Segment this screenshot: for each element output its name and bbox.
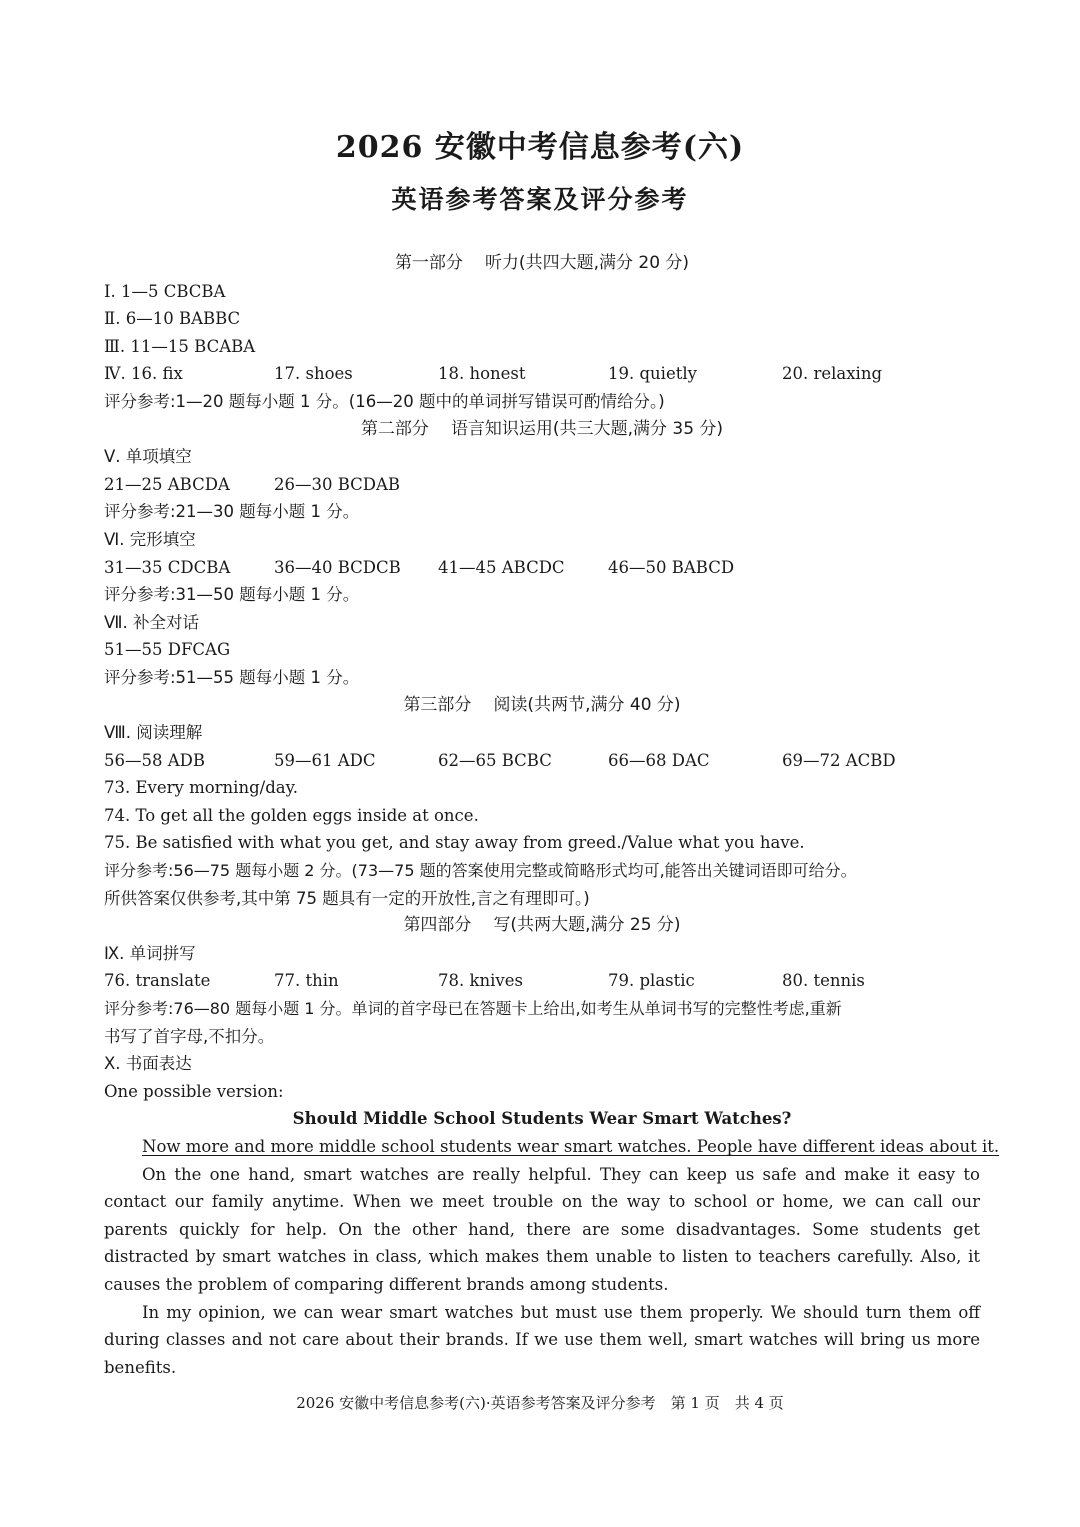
answer-19: 19. quietly	[608, 364, 697, 384]
answer-73: 73. Every morning/day.	[104, 778, 298, 798]
part3-heading	[104, 692, 980, 720]
answer-75: 75. Be satisfied with what you get, and stay away from greed./Value what you have.	[104, 833, 805, 853]
section-10-title: Ⅹ. 书面表达	[104, 1054, 192, 1074]
answer-78: 78. knives	[438, 971, 523, 991]
answer-row-3: Ⅲ. 11—15 BCABA	[104, 336, 256, 356]
section-9-title: Ⅸ. 单词拼写	[104, 943, 196, 963]
answer-20: 20. relaxing	[782, 364, 883, 384]
section-5-scoring: 评分参考:21—30 题每小题 1 分。	[104, 502, 360, 522]
sample-version-label: One possible version:	[104, 1081, 284, 1101]
answer-row-4	[104, 360, 980, 388]
part3-heading-detail: 阅读(共两节,满分 40 分)	[493, 694, 681, 715]
part3-scoring-line-1: 评分参考:56—75 题每小题 2 分。(73—75 题的答案使用完整或简略形式均可,能答出关键词语即可给分。	[104, 861, 857, 881]
answer-17: 17. shoes	[274, 364, 353, 384]
section-5-title: Ⅴ. 单项填空	[104, 447, 192, 467]
section-9-scoring-line-2: 书写了首字母,不扣分。	[104, 1026, 275, 1046]
answer-59-61: 59—61 ADC	[274, 750, 376, 770]
answer-46-50: 46—50 BABCD	[608, 557, 735, 577]
page-subtitle: 英语参考答案及评分参考	[391, 185, 689, 214]
answer-row-1: Ⅰ. 1—5 CBCBA	[104, 281, 226, 301]
section-7-title: Ⅶ. 补全对话	[104, 612, 199, 632]
part2-heading	[104, 416, 980, 444]
answer-31-35: 31—35 CDCBA	[104, 557, 231, 577]
answer-62-65: 62—65 BCBC	[438, 750, 552, 770]
part2-heading-label: 第二部分	[360, 418, 429, 439]
answer-16: Ⅳ. 16. fix	[104, 364, 183, 384]
part1-heading	[104, 250, 980, 278]
answer-56-58: 56—58 ADB	[104, 750, 206, 770]
answer-80: 80. tennis	[782, 971, 865, 991]
answer-18: 18. honest	[438, 364, 526, 384]
part4-heading-detail: 写(共两大题,满分 25 分)	[493, 915, 681, 936]
section-7-scoring: 评分参考:51—55 题每小题 1 分。	[104, 667, 360, 687]
answer-79: 79. plastic	[608, 971, 695, 991]
part1-scoring: 评分参考:1—20 题每小题 1 分。(16—20 题中的单词拼写错误可酌情给分。)	[104, 391, 665, 411]
part2-heading-detail: 语言知识运用(共三大题,满分 35 分)	[450, 418, 724, 439]
part1-heading-label: 第一部分	[394, 253, 463, 273]
answer-77: 77. thin	[274, 971, 339, 991]
answer-body	[104, 250, 1000, 1381]
answer-36-40: 36—40 BCDCB	[274, 557, 401, 577]
answer-76: 76. translate	[104, 971, 211, 991]
answer-69-72: 69—72 ACBD	[782, 750, 896, 770]
section-5-answers	[104, 471, 980, 499]
section-8-title: Ⅷ. 阅读理解	[104, 723, 203, 743]
essay-intro-line	[104, 1133, 1000, 1161]
answer-74: 74. To get all the golden eggs inside at once.	[104, 805, 479, 825]
section-8-answers	[104, 747, 980, 775]
essay-intro: Now more and more middle school students wear smart watches. People have different ideas about it.	[142, 1137, 1000, 1156]
part1-heading-detail: 听力(共四大题,满分 20 分)	[484, 253, 690, 273]
section-9-scoring-line-1: 评分参考:76—80 题每小题 1 分。单词的首字母已在答题卡上给出,如考生从单词书写的完整性考虑,重新	[104, 999, 842, 1019]
section-6-scoring: 评分参考:31—50 题每小题 1 分。	[104, 585, 360, 605]
section-9-answers	[104, 967, 980, 995]
answer-41-45: 41—45 ABCDC	[438, 557, 565, 577]
section-7-answers: 51—55 DFCAG	[104, 640, 231, 660]
essay-paragraph-2: In my opinion, we can wear smart watches but must use them properly. We should turn them off during classes and not care about their brands. If we use them well, smart watches will bring us more benefits.	[104, 1302, 980, 1377]
page-footer: 2026 安徽中考信息参考(六)·英语参考答案及评分参考 第 1 页 共 4 页	[296, 1394, 784, 1412]
section-6-title: Ⅵ. 完形填空	[104, 529, 196, 549]
answer-26-30: 26—30 BCDAB	[274, 474, 401, 494]
part4-heading	[104, 912, 980, 940]
page-title: 2026 安徽中考信息参考(六)	[335, 130, 745, 165]
answer-66-68: 66—68 DAC	[608, 750, 710, 770]
part3-scoring-line-2: 所供答案仅供参考,其中第 75 题具有一定的开放性,言之有理即可。)	[104, 888, 590, 908]
section-6-answers	[104, 554, 980, 582]
part4-heading-label: 第四部分	[403, 915, 472, 936]
essay-paragraph-1: On the one hand, smart watches are really helpful. They can keep us safe and make it easy to contact our family anytime. When we meet trouble on the way to school or home, we can call our parents quickly for help. On the other hand, there are some disadvantages. Some students get distracted by smart watches in class, which makes them unable to listen to teachers carefully. Also, it causes the problem of comparing different brands among students.	[104, 1164, 980, 1294]
answer-row-2: Ⅱ. 6—10 BABBC	[104, 309, 241, 329]
essay-title: Should Middle School Students Wear Smart Watches?	[292, 1109, 792, 1129]
answer-21-25: 21—25 ABCDA	[104, 474, 230, 494]
part3-heading-label: 第三部分	[403, 694, 472, 715]
